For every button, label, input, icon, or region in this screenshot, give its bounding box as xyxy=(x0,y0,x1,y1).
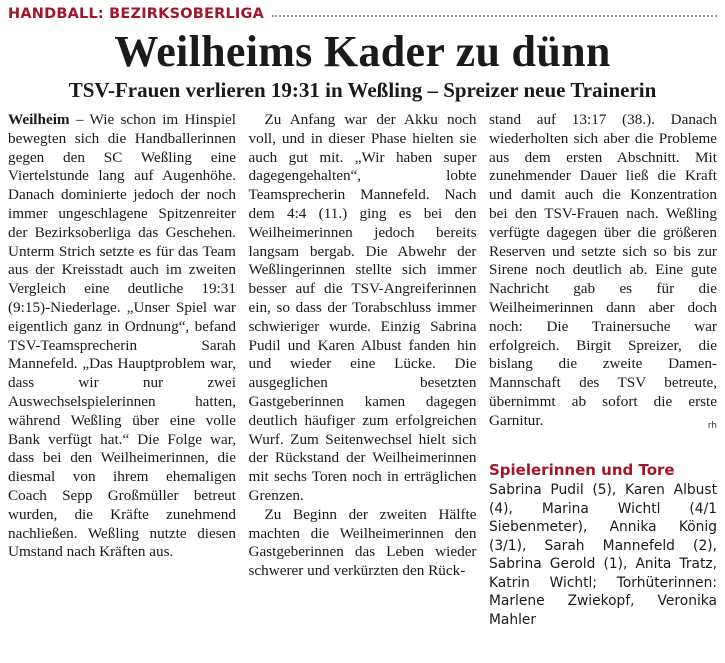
author-initials: rh xyxy=(707,420,717,431)
article-body xyxy=(8,111,717,651)
column-1 xyxy=(8,111,236,651)
kicker: HANDBALL: BEZIRKSOBERLIGA xyxy=(8,6,265,22)
paragraph-text: stand auf 13:17 (38.). Danach wiederholten sich aber die Probleme aus dem ersten Abschnitt. Mit zunehmender Dauer ließ die Kraft und damit auch die Konzentration bei den TSV-Frauen nach. Weßling verfügte dagegen über die größeren Reserven und setzte sich so bis zur Sirene noch deutlich ab. Eine gute Nachricht gab es für die Weilheimerinnen dann aber doch noch: Die Trainersuche war erfolgreich. Birgit Spreizer, die bislang die zweite Damen-Mannschaft des TSV betreute, übernimmt ab sofort die erste Garnitur. xyxy=(489,111,717,429)
subheadline: TSV-Frauen verlieren 19:31 in Weßling – Spreizer neue Trainerin xyxy=(68,78,657,102)
paragraph xyxy=(8,111,236,562)
lineup-box-text: Sabrina Pudil (5), Karen Albust (4), Marina Wichtl (4/1 Siebenmeter), Annika König (3/1), Sarah Mannefeld (2), Sabrina Gerold (1), Anita Tratz, Katrin Wichtl; Torhüterinnen: Marlene Zwiekopf, Veronika Mahler xyxy=(489,482,717,628)
column-2 xyxy=(249,111,477,651)
column-3 xyxy=(489,111,717,651)
kicker-row xyxy=(8,4,717,24)
headline: Weilheims Kader zu dünn xyxy=(114,27,611,76)
paragraph-text: – Wie schon im Hinspiel bewegten sich die Handballerinnen gegen den SC Weßling eine Viertelstunde lang auf Augenhöhe. Danach dominierte jedoch der noch immer ungeschlagene Spitzenreiter der Bezirksoberliga das Geschehen. Unterm Strich setzte es für das Team aus der Kreisstadt auch im zweiten Vergleich eine deutliche 19:31 (9:15)-Niederlage. „Unser Spiel war eigentlich ganz in Ordnung“, befand TSV-Teamsprecherin Sarah Mannefeld. „Das Hauptproblem war, dass wir nur zwei Auswechselspielerinnen hatten, während Weßling über eine volle Bank verfügt hat.“ Die Folge war, dass bei den Weilheimerinnen, die diesmal von ihrem ehemaligen Coach Sepp Großmüller betreut wurden, die Kräfte zunehmend nachließen. Weßling nutzte diesen Umstand nach Kräften aus. xyxy=(8,111,236,561)
dateline: Weilheim xyxy=(8,111,70,128)
paragraph: Zu Anfang war der Akku noch voll, und in dieser Phase hielten sie auch gut mit. „Wir haben super dagegengehalten“, lobte Teamsprecherin Mannefeld. Nach dem 4:4 (11.) ging es bei den Weilheimerinnen jedoch bereits langsam bergab. Die Abwehr der Weßlingerinnen stellte sich immer besser auf die TSV-Angreiferinnen ein, so dass der Torabschluss immer schwieriger wurde. Einzig Sabrina Pudil und Karen Albust fanden hin und wieder eine Lücke. Die ausgeglichen besetzten Gastgeberinnen kamen dagegen deutlich häufiger zum erfolgreichen Wurf. Zum Seitenwechsel hielt sich der Rückstand der Weilheimerinnen mit sechs Toren noch in erträglichen Grenzen. xyxy=(248,111,477,504)
lineup-box-title: Spielerinnen und Tore xyxy=(489,460,675,479)
dotted-rule xyxy=(272,15,717,17)
paragraph: Zu Beginn der zweiten Hälfte machten die Weilheimerinnen den Gastgeberinnen das Leben wieder schwerer und verkürzten den Rück- xyxy=(248,505,477,580)
paragraph xyxy=(489,111,717,431)
